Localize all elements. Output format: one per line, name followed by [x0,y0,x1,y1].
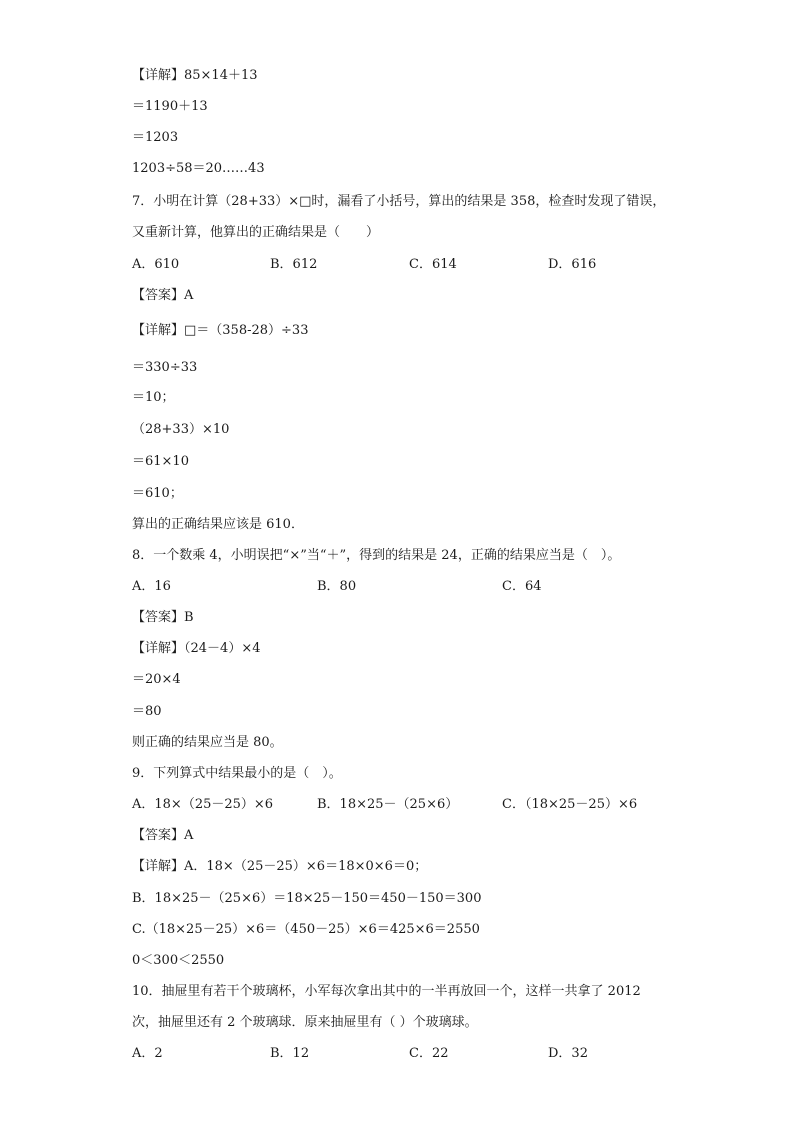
text-line: ＝61×10 [132,454,189,469]
q7-option-c: C．614 [409,257,457,272]
q10-option-d: D．32 [548,1046,588,1061]
q9-option-a: A．18×（25－25）×6 [132,797,274,812]
text-line: ＝80 [132,704,162,719]
question-8: 8．一个数乘 4，小明误把“×”当“＋”，得到的结果是 24，正确的结果应当是（ ）。 [132,548,621,563]
q10-option-a: A．2 [132,1046,163,1061]
text-line: ＝10； [132,390,175,405]
text-line: ＝330÷33 [132,360,198,375]
text-line: 算出的正确结果应该是 610． [132,517,304,532]
text-line: 1203÷58＝20……43 [132,161,265,176]
text-line: 0＜300＜2550 [132,953,225,968]
text-line: B．18×25－（25×6）＝18×25－150＝450－150＝300 [132,891,482,906]
text-line: ＝1203 [132,130,179,145]
question-7-line-1: 7．小明在计算（28+33）×□时，漏看了小括号，算出的结果是 358，检查时发现了错误， [132,194,666,209]
answer-7: 【答案】A [132,288,194,303]
answer-8: 【答案】B [132,610,194,625]
question-10-line-1: 10．抽屉里有若干个玻璃杯，小军每次拿出其中的一半再放回一个，这样一共拿了 2012 [132,984,641,999]
question-9: 9．下列算式中结果最小的是（ ）。 [132,766,342,781]
q9-option-b: B．18×25－（25×6） [317,797,459,812]
question-7-line-2: 又重新计算，他算出的正确结果是（ ） [132,225,380,240]
question-10-line-2: 次，抽屉里还有 2 个玻璃球．原来抽屉里有（ ）个玻璃球。 [132,1015,478,1030]
answer-9: 【答案】A [132,828,194,843]
q7-option-b: B．612 [270,257,318,272]
text-line: ＝610； [132,486,183,501]
text-line: 【详解】（24－4）×4 [132,641,261,656]
q8-option-c: C．64 [502,579,542,594]
q8-option-b: B．80 [317,579,357,594]
q8-option-a: A．16 [132,579,171,594]
q10-option-b: B．12 [270,1046,310,1061]
text-line: 则正确的结果应当是 80。 [132,735,283,750]
text-line: ＝1190＋13 [132,99,208,114]
q10-option-c: C．22 [409,1046,449,1061]
q7-option-a: A．610 [132,257,180,272]
text-line: ＝20×4 [132,672,181,687]
q7-option-d: D．616 [548,257,597,272]
text-line: 【详解】A．18×（25－25）×6＝18×0×6＝0； [132,859,428,874]
text-line: C.（18×25－25）×6＝（450－25）×6＝425×6＝2550 [132,922,480,937]
text-line: 【详解】□＝（358-28）÷33 [132,323,309,338]
text-line: 【详解】85×14＋13 [132,68,258,83]
text-line: （28+33）×10 [132,422,230,437]
q9-option-c: C．（18×25－25）×6 [502,797,638,812]
